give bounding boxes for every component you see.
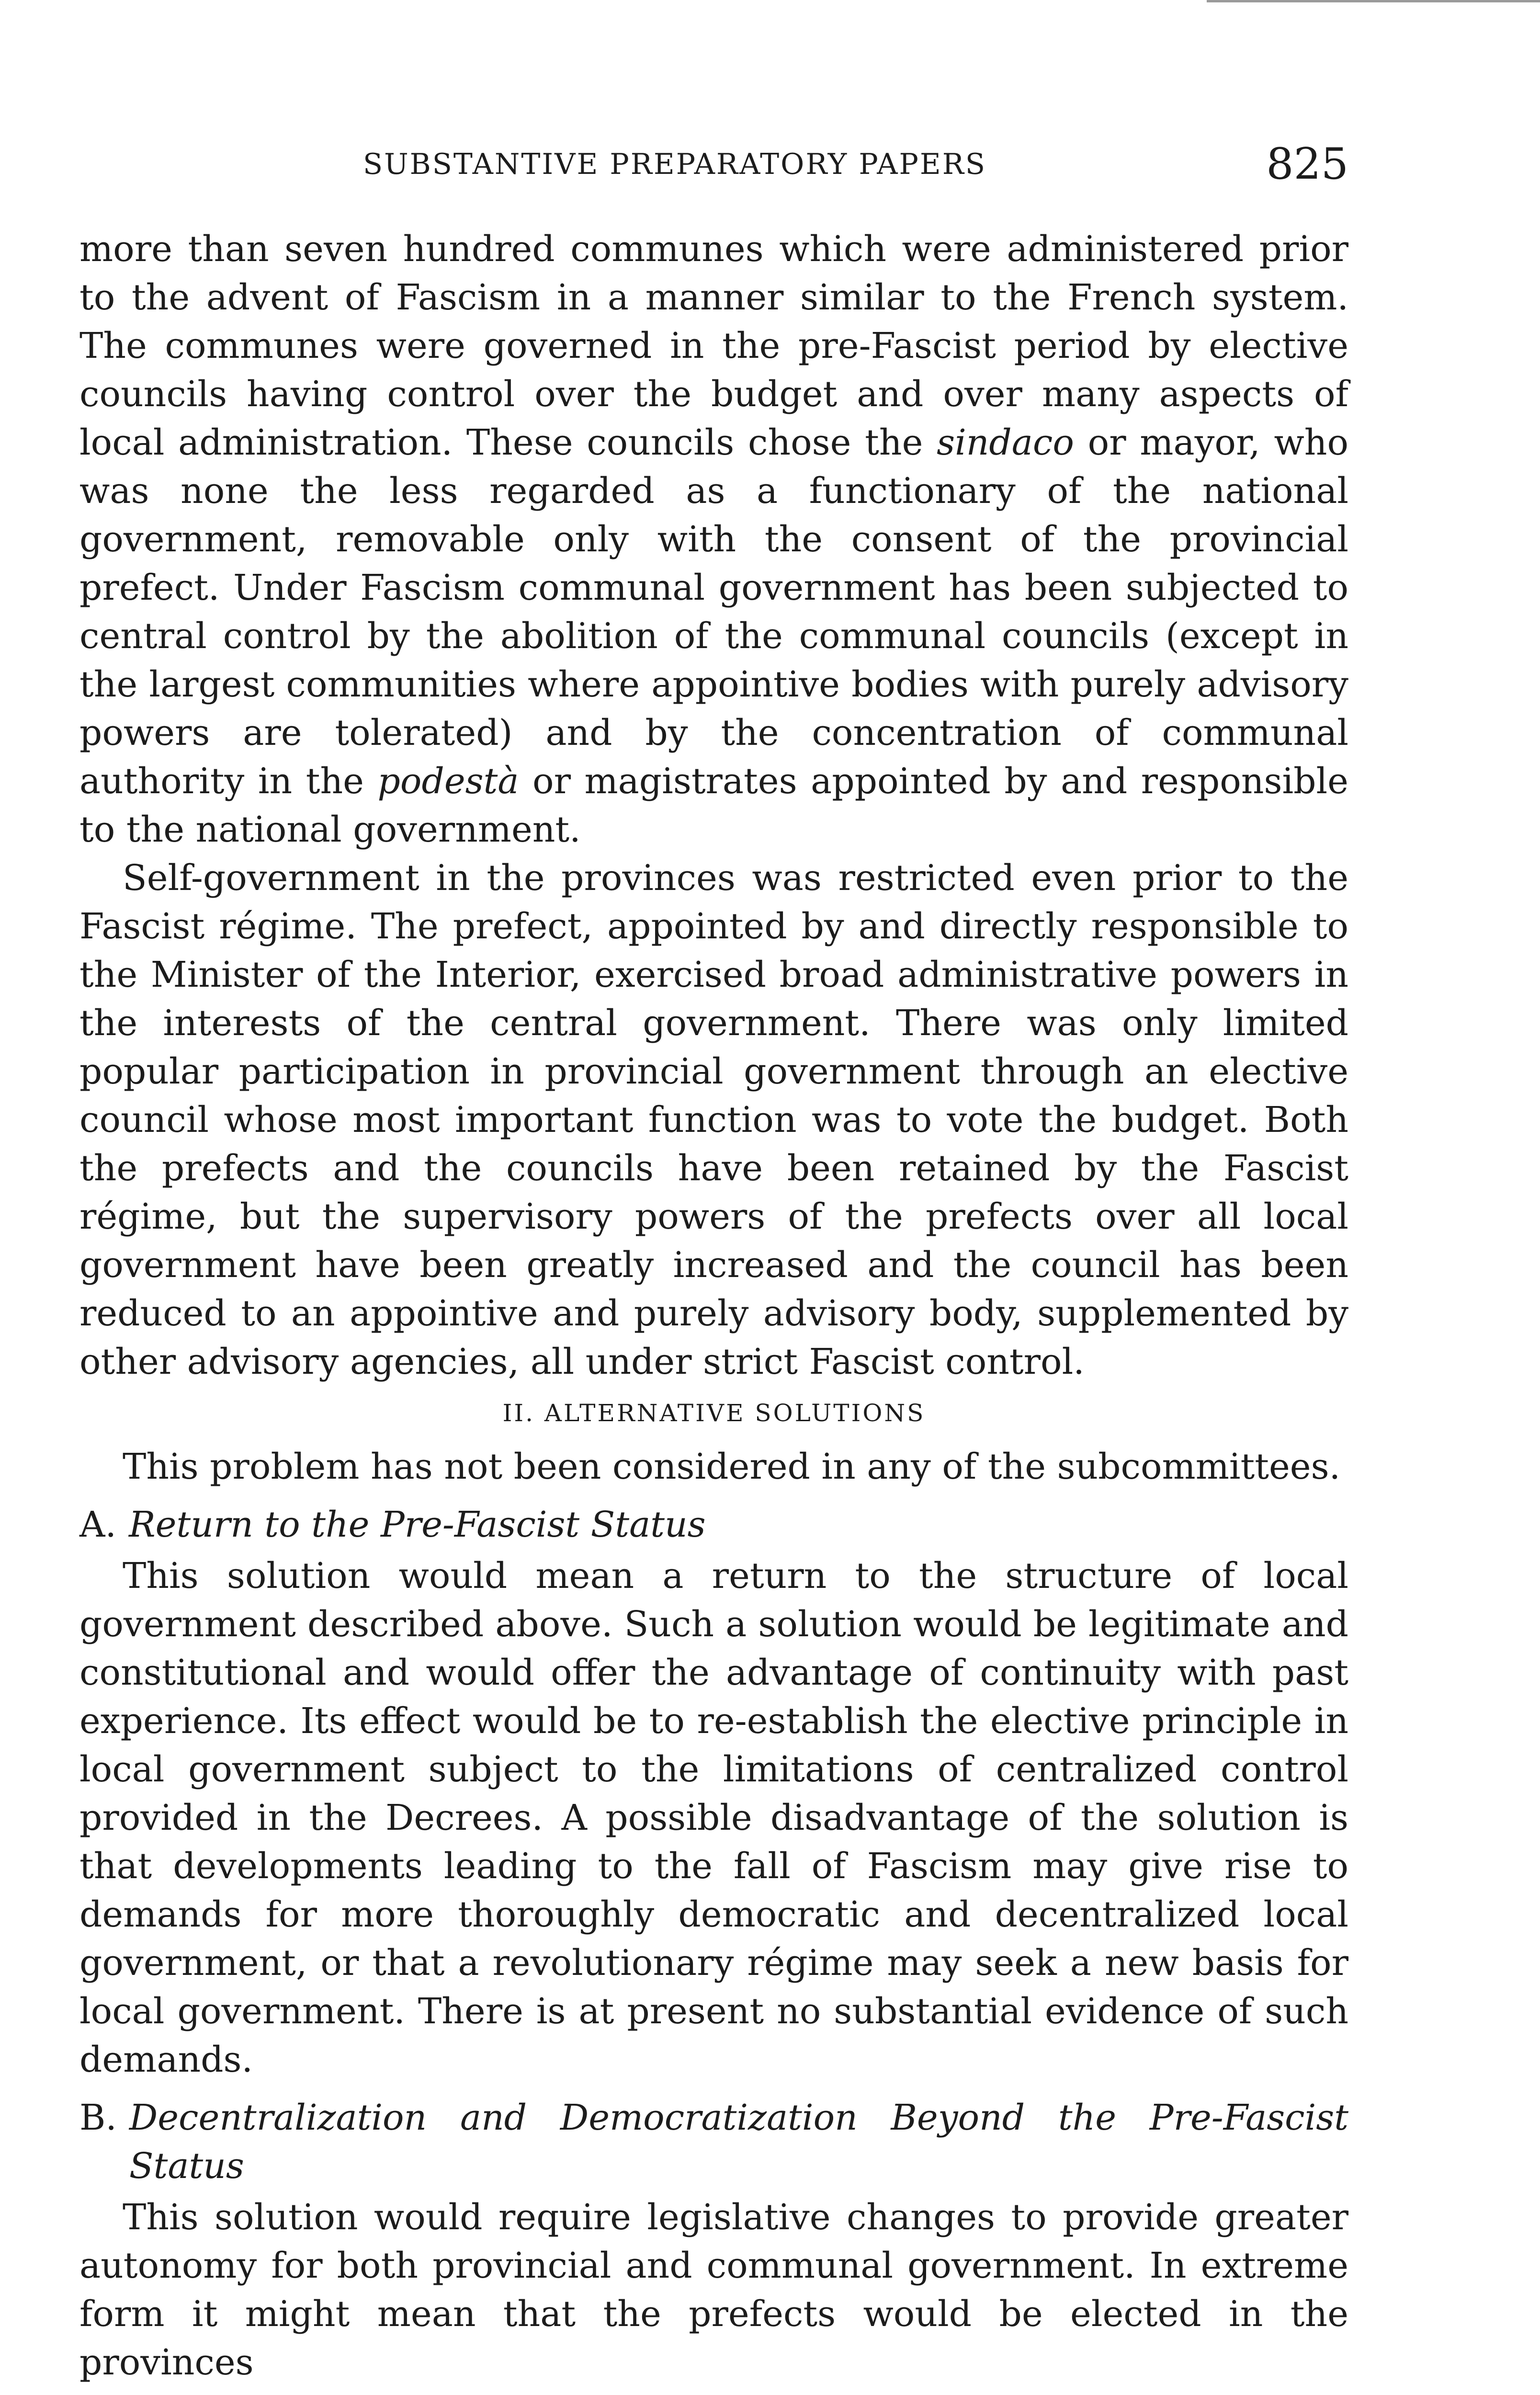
solution-b-title: Decentralization and Democratization Beyond the Pre-Fascist Status <box>129 2097 1348 2187</box>
paragraph-communes-part-1: more than seven hundred communes which were administered prior to the advent of Fascism in a manner similar to the French system. The communes were governed in the pre-Fascist period by elective councils having control over the budget and over many aspects of local administration. These councils chose the <box>79 228 1348 463</box>
section-heading-alternative-solutions: II. ALTERNATIVE SOLUTIONS <box>502 1399 926 1427</box>
paragraph-solution-b: This solution would require legislative changes to provide greater autonomy for both provincial and communal government. In extreme form it might mean that the prefects would be elected in the provinces <box>79 2197 1348 2383</box>
solution-b-heading <box>79 2094 1348 2190</box>
running-head: SUBSTANTIVE PREPARATORY PAPERS <box>363 148 986 181</box>
top-edge-rule <box>1207 0 1540 2</box>
paragraph-subcommittees: This problem has not been considered in any of the subcommittees. <box>123 1446 1341 1487</box>
term-podesta: podestà <box>377 761 519 802</box>
paragraph-communes-part-3: or magistrates appointed by and responsible to the national government. <box>79 761 1348 850</box>
page-header <box>79 139 1348 192</box>
paragraph-communes <box>79 225 1348 854</box>
solution-a-title: Return to the Pre-Fascist Status <box>128 1504 706 1545</box>
term-sindaco: sindaco <box>937 422 1074 463</box>
solution-a-heading <box>79 1501 1348 1549</box>
paragraph-communes-part-2: or mayor, who was none the less regarded as a functionary of the national government, removable only with the consent of the provincial prefect. Under Fascism communal government has been subjected to central control by the abolition of the communal councils (except in the largest communities where appointive bodies with purely advisory powers are tolerated) and by the concentration of communal authority in the <box>79 422 1348 802</box>
page-number: 825 <box>1266 139 1348 189</box>
solution-a-letter: A. <box>79 1504 116 1545</box>
solution-b-letter: B. <box>79 2097 117 2138</box>
page-body <box>79 225 1348 2387</box>
paragraph-provinces: Self-government in the provinces was restricted even prior to the Fascist régime. The prefect, appointed by and directly responsible to the Minister of the Interior, exercised broad administrative powers in the interests of the central government. There was only limited popular participation in provincial government through an elective council whose most important function was to vote the budget. Both the prefects and the councils have been retained by the Fascist régime, but the supervisory powers of the prefects over all local government have been greatly increased and the council has been reduced to an appointive and purely advisory body, supplemented by other advisory agencies, all under strict Fascist control. <box>79 857 1348 1382</box>
paragraph-solution-a: This solution would mean a return to the structure of local government described above. Such a solution would be legitimate and constitutional and would offer the advantage of continuity with past experience. Its effect would be to re-establish the elective principle in local government subject to the limitations of centralized control provided in the Decrees. A possible disadvantage of the solution is that developments leading to the fall of Fascism may give rise to demands for more thoroughly democratic and decentralized local government, or that a revolutionary régime may seek a new basis for local government. There is at present no substantial evidence of such demands. <box>79 1555 1348 2080</box>
